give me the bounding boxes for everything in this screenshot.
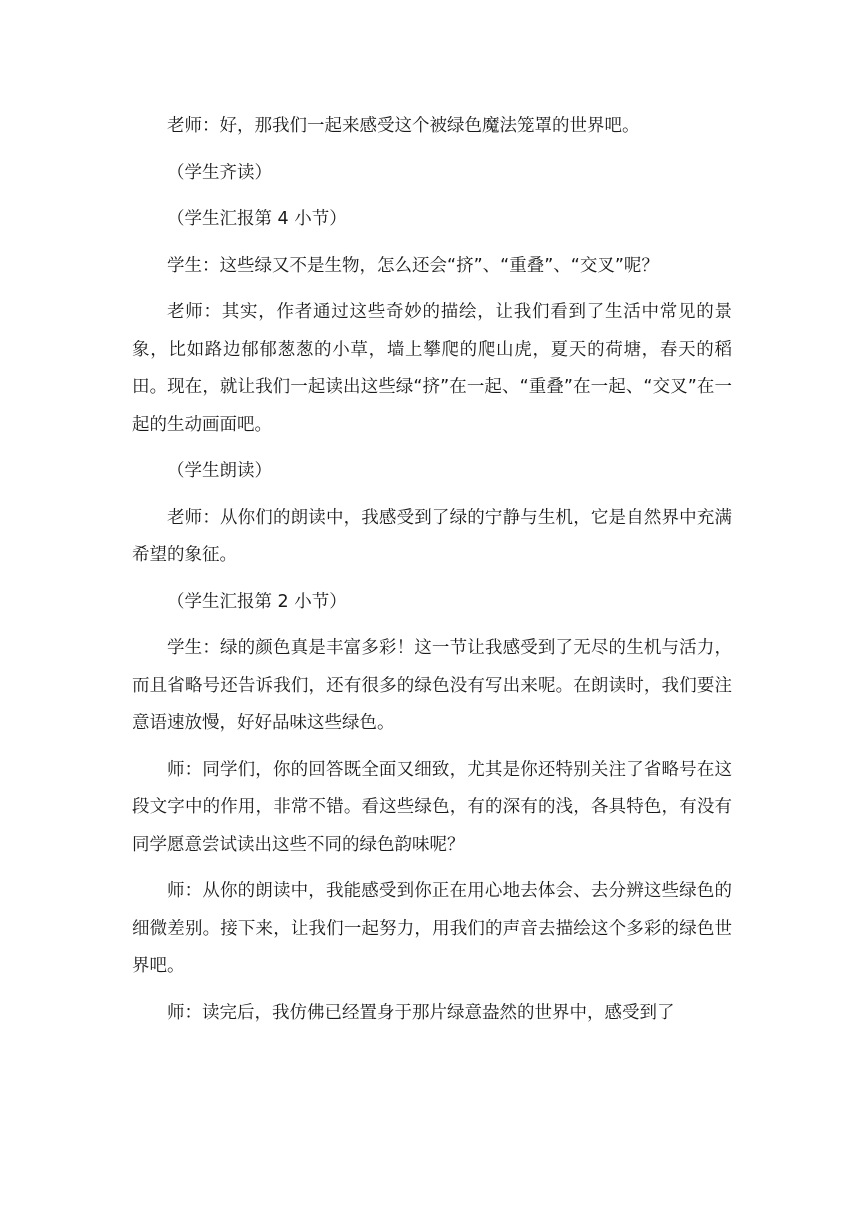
paragraph-stage-direction-recital: （学生朗读） [167, 461, 272, 481]
paragraph-stage-direction-section-2: （学生汇报第 2 小节） [167, 591, 347, 612]
document-body [132, 108, 732, 1041]
paragraph-teacher-explanation: 老师：其实，作者通过这些奇妙的描绘，让我们看到了生活中常见的景象，比如路边郁郁葱葱的小草，墙上攀爬的爬山虎，夏天的荷塘，春天的稻田。现在，就让我们一起读出这些绿“挤”在一起、“重叠”在一起、“交叉”在一起的生动画面吧。 [132, 302, 732, 435]
paragraph-teacher-encourage: 师：从你的朗读中，我能感受到你正在用心地去体会、去分辨这些绿色的细微差别。接下来，让我们一起努力，用我们的声音去描绘这个多彩的绿色世界吧。 [132, 881, 732, 976]
paragraph-teacher-feedback: 老师：从你们的朗读中，我感受到了绿的宁静与生机，它是自然界中充满希望的象征。 [132, 507, 732, 565]
paragraph-stage-direction-reading: （学生齐读） [167, 162, 272, 183]
paragraph-teacher-closing: 师：读完后，我仿佛已经置身于那片绿意盎然的世界中，感受到了 [167, 1002, 675, 1023]
paragraph-teacher-praise: 师：同学们，你的回答既全面又细致，尤其是你还特别关注了省略号在这段文字中的作用，非常不错。看这些绿色，有的深有的浅，各具特色，有没有同学愿意尝试读出这些不同的绿色韵味呢？ [132, 759, 732, 855]
paragraph-student-report: 学生：绿的颜色真是丰富多彩！这一节让我感受到了无尽的生机与活力，而且省略号还告诉我们，还有很多的绿色没有写出来呢。在朗读时，我们要注意语速放慢，好好品味这些绿色。 [132, 638, 732, 733]
paragraph-teacher-intro: 老师：好，那我们一起来感受这个被绿色魔法笼罩的世界吧。 [167, 116, 640, 136]
paragraph-student-question: 学生：这些绿又不是生物，怎么还会“挤”、“重叠”、“交叉”呢？ [167, 255, 659, 276]
paragraph-stage-direction-section-4: （学生汇报第 4 小节） [167, 209, 347, 229]
